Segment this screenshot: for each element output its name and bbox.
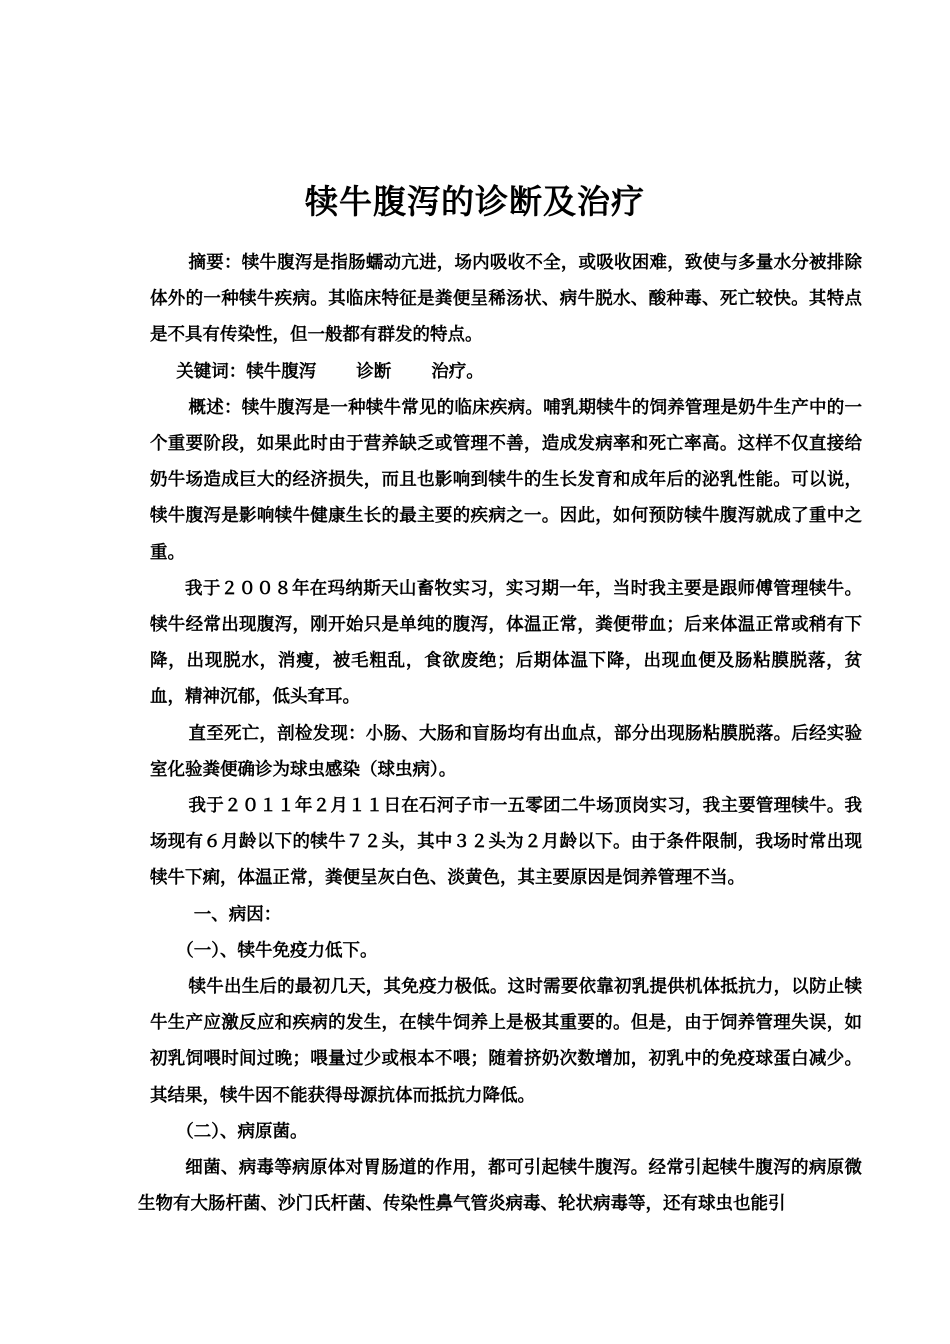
keyword-1: 犊牛腹泻 [246,361,317,382]
keywords-label: 关键词： [176,361,247,382]
paragraph-2011: 我于２０１１年２月１１日在石河子市一五零团二牛场顶岗实习，我主要管理犊牛。我场现有６月龄以下的犊牛７２头，其中３２头为２月龄以下。由于条件限制，我场时常出现犊牛下痢，体温正常，粪便呈灰白色、淡黄色，其主要原因是饲养管理不当。 [150,796,862,889]
keywords-line [150,354,862,390]
paragraph-pathogens: 细菌、病毒等病原体对胃肠道的作用，都可引起犊牛腹泻。经常引起犊牛腹泻的病原微生物有大肠杆菌、沙门氏杆菌、传染性鼻气管炎病毒、轮状病毒等，还有球虫也能引 [138,1158,862,1215]
paragraph-death: 直至死亡，剖检发现：小肠、大肠和盲肠均有出血点，部分出现肠粘膜脱落。后经实验室化验粪便确诊为球虫感染（球虫病）。 [150,723,862,780]
subsection-heading-immunity: （一）、犊牛免疫力低下。 [176,940,378,961]
section-heading-causes: 一、病因： [193,904,282,925]
document-title: 犊牛腹泻的诊断及治疗 [305,182,645,221]
subsection-heading-pathogens: （二）、病原菌。 [176,1121,308,1142]
overview-paragraph: 概述：犊牛腹泻是一种犊牛常见的临床疾病。哺乳期犊牛的饲养管理是奶牛生产中的一个重要阶段，如果此时由于营养缺乏或管理不善，造成发病率和死亡率高。这样不仅直接给奶牛场造成巨大的经济损失，而且也影响到犊牛的生长发育和成年后的泌乳性能。可以说，犊牛腹泻是影响犊牛健康生长的最主要的疾病之一。因此，如何预防犊牛腹泻就成了重中之重。 [150,397,862,563]
paragraph-2008: 我于２００８年在玛纳斯天山畜牧实习，实习期一年，当时我主要是跟师傅管理犊牛。犊牛经常出现腹泻，刚开始只是单纯的腹泻，体温正常，粪便带血；后来体温正常或稍有下降，出现脱水，消瘦，被毛粗乱，食欲废绝；后期体温下降，出现血便及肠粘膜脱落，贫血，精神沉郁，低头耷耳。 [150,578,862,708]
abstract-paragraph: 摘要：犊牛腹泻是指肠蠕动亢进，场内吸收不全，或吸收困难，致使与多量水分被排除体外的一种犊牛疾病。其临床特征是粪便呈稀汤状、病牛脱水、酸种毒、死亡较快。其特点是不具有传染性，但一般都有群发的特点。 [150,253,862,346]
document-body [138,245,862,1222]
keyword-3: 治疗。 [431,361,484,382]
keyword-2: 诊断 [356,361,392,382]
paragraph-immunity: 犊牛出生后的最初几天，其免疫力极低。这时需要依靠初乳提供机体抵抗力，以防止犊牛生产应激反应和疾病的发生，在犊牛饲养上是极其重要的。但是，由于饲养管理失误，如初乳饲喂时间过晚；喂量过少或根本不喂；随着挤奶次数增加，初乳中的免疫球蛋白减少。其结果，犊牛因不能获得母源抗体而抵抗力降低。 [150,977,862,1106]
